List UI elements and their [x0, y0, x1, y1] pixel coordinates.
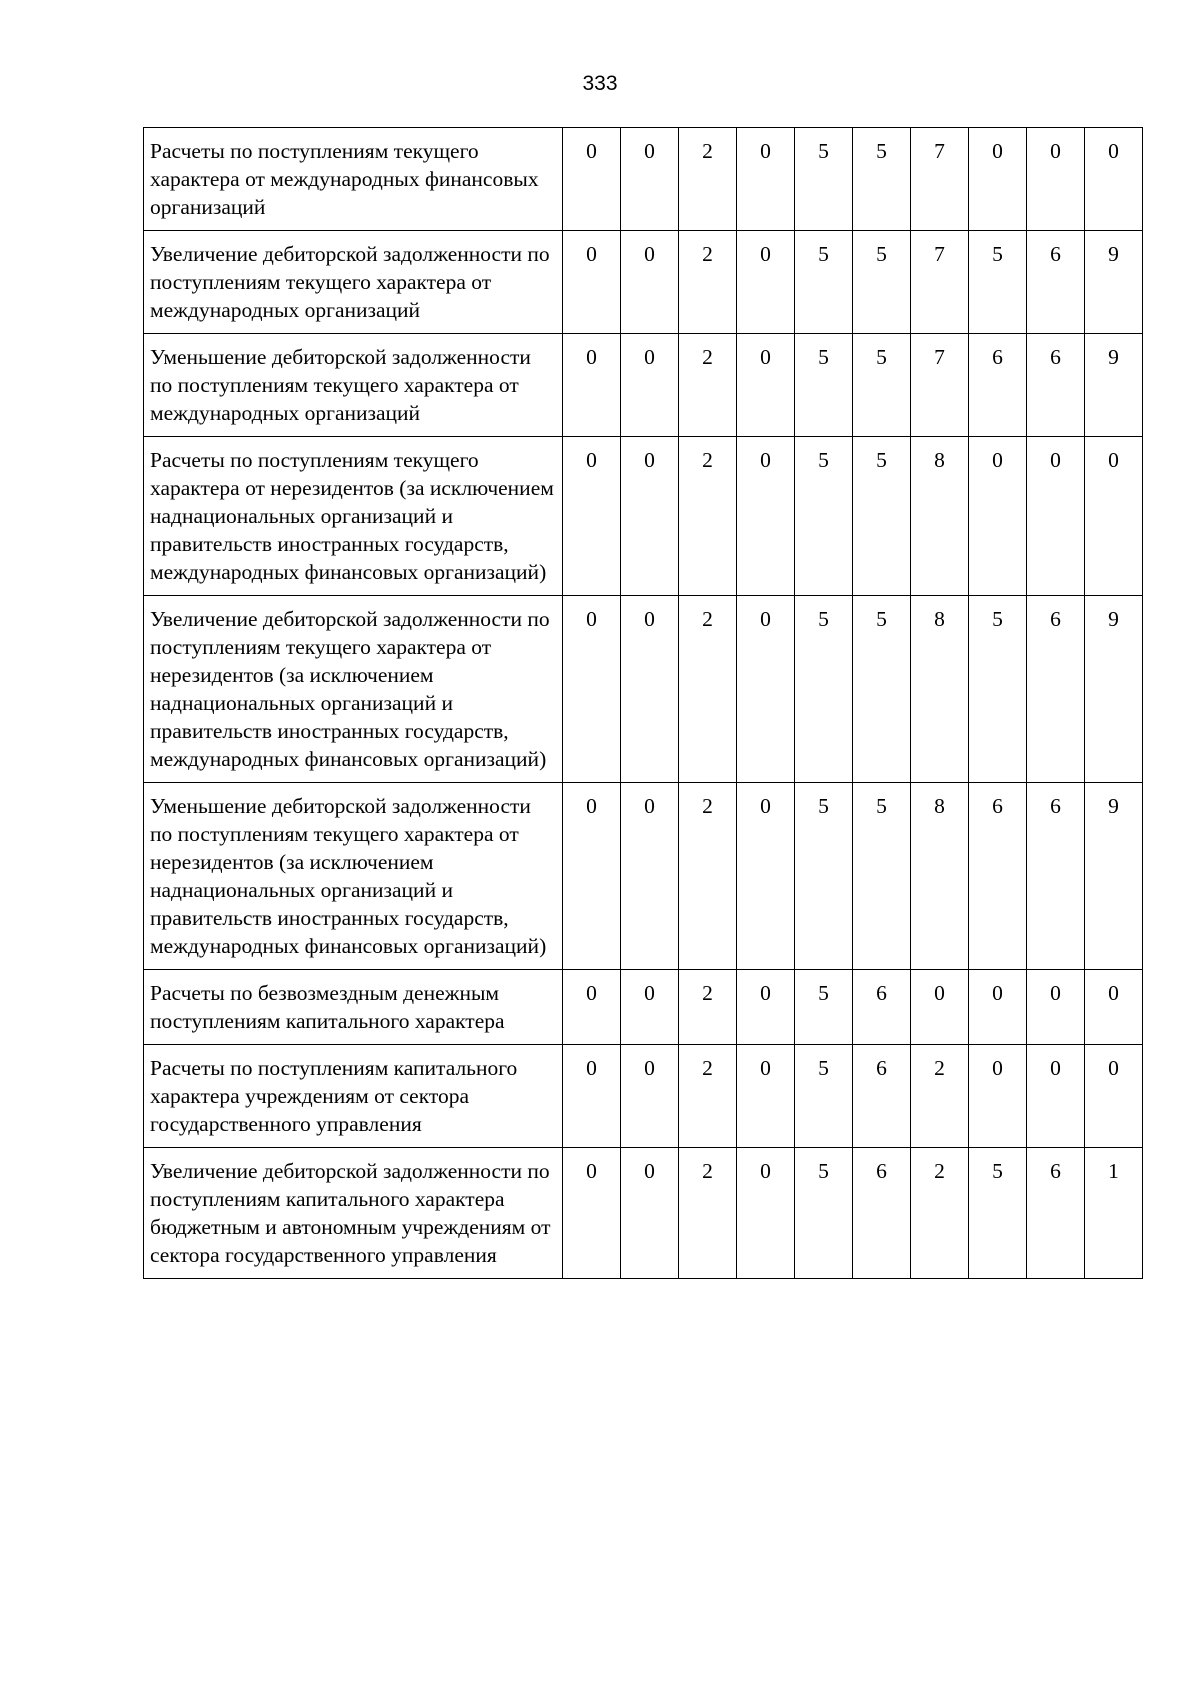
table-row	[144, 970, 1143, 1045]
code-digit-cell: 0	[563, 1045, 621, 1148]
code-digit-cell: 0	[1027, 128, 1085, 231]
code-digit-cell: 0	[621, 128, 679, 231]
table-row	[144, 596, 1143, 783]
row-description: Расчеты по безвозмездным денежным поступлениям капитального характера	[144, 970, 563, 1045]
code-digit-cell: 6	[1027, 783, 1085, 970]
code-digit-cell: 5	[969, 231, 1027, 334]
code-digit-cell: 5	[853, 596, 911, 783]
code-digit-cell: 0	[621, 1148, 679, 1279]
code-digit-cell: 6	[1027, 231, 1085, 334]
code-digit-cell: 0	[969, 437, 1027, 596]
code-digit-cell: 0	[563, 596, 621, 783]
code-digit-cell: 6	[1027, 596, 1085, 783]
table-row	[144, 128, 1143, 231]
code-digit-cell: 5	[795, 1045, 853, 1148]
code-digit-cell: 5	[795, 437, 853, 596]
code-digit-cell: 0	[1027, 437, 1085, 596]
code-digit-cell: 0	[969, 128, 1027, 231]
code-digit-cell: 0	[737, 783, 795, 970]
code-digit-cell: 6	[969, 334, 1027, 437]
code-digit-cell: 5	[795, 970, 853, 1045]
code-digit-cell: 2	[679, 334, 737, 437]
code-digit-cell: 0	[563, 437, 621, 596]
code-digit-cell: 0	[1085, 128, 1143, 231]
code-digit-cell: 0	[621, 1045, 679, 1148]
code-digit-cell: 9	[1085, 596, 1143, 783]
code-digit-cell: 0	[737, 596, 795, 783]
row-description: Уменьшение дебиторской задолженности по поступлениям текущего характера от международных организаций	[144, 334, 563, 437]
page-number: 333	[582, 72, 618, 95]
table-row	[144, 1148, 1143, 1279]
code-digit-cell: 0	[1027, 1045, 1085, 1148]
table-row	[144, 783, 1143, 970]
code-digit-cell: 0	[737, 1148, 795, 1279]
code-digit-cell: 8	[911, 437, 969, 596]
code-digit-cell: 0	[969, 970, 1027, 1045]
code-digit-cell: 7	[911, 334, 969, 437]
code-digit-cell: 8	[911, 783, 969, 970]
code-digit-cell: 9	[1085, 783, 1143, 970]
code-digit-cell: 5	[795, 783, 853, 970]
code-digit-cell: 0	[621, 596, 679, 783]
code-digit-cell: 2	[679, 231, 737, 334]
row-description: Увеличение дебиторской задолженности по поступлениям текущего характера от нерезидентов (за исключением наднациональных организаций и правительств иностранных государств, международных финансовых организаций)	[144, 596, 563, 783]
code-digit-cell: 8	[911, 596, 969, 783]
code-digit-cell: 0	[911, 970, 969, 1045]
code-digit-cell: 0	[563, 334, 621, 437]
code-digit-cell: 0	[1085, 437, 1143, 596]
table-body	[144, 128, 1143, 1279]
code-digit-cell: 5	[853, 783, 911, 970]
code-digit-cell: 5	[853, 231, 911, 334]
code-digit-cell: 6	[1027, 334, 1085, 437]
code-digit-cell: 6	[853, 970, 911, 1045]
code-digit-cell: 0	[1085, 1045, 1143, 1148]
code-digit-cell: 5	[853, 334, 911, 437]
code-digit-cell: 6	[1027, 1148, 1085, 1279]
code-digit-cell: 0	[621, 231, 679, 334]
code-digit-cell: 0	[621, 783, 679, 970]
account-codes-table	[143, 127, 1143, 1279]
code-digit-cell: 0	[737, 970, 795, 1045]
code-digit-cell: 2	[679, 596, 737, 783]
code-digit-cell: 5	[795, 231, 853, 334]
code-digit-cell: 2	[679, 1045, 737, 1148]
code-digit-cell: 9	[1085, 231, 1143, 334]
code-digit-cell: 5	[969, 1148, 1027, 1279]
code-digit-cell: 0	[563, 128, 621, 231]
code-digit-cell: 0	[737, 128, 795, 231]
code-digit-cell: 0	[737, 334, 795, 437]
table-row	[144, 334, 1143, 437]
code-digit-cell: 2	[679, 128, 737, 231]
code-digit-cell: 9	[1085, 334, 1143, 437]
code-digit-cell: 6	[853, 1045, 911, 1148]
code-digit-cell: 5	[795, 1148, 853, 1279]
code-digit-cell: 6	[969, 783, 1027, 970]
code-digit-cell: 6	[853, 1148, 911, 1279]
code-digit-cell: 0	[621, 970, 679, 1045]
code-digit-cell: 1	[1085, 1148, 1143, 1279]
code-digit-cell: 5	[795, 128, 853, 231]
code-digit-cell: 5	[853, 437, 911, 596]
table-row	[144, 231, 1143, 334]
row-description: Уменьшение дебиторской задолженности по поступлениям текущего характера от нерезидентов (за исключением наднациональных организаций и правительств иностранных государств, международных финансовых организаций)	[144, 783, 563, 970]
code-digit-cell: 2	[679, 1148, 737, 1279]
code-digit-cell: 5	[795, 334, 853, 437]
table-row	[144, 437, 1143, 596]
code-digit-cell: 0	[1027, 970, 1085, 1045]
code-digit-cell: 0	[1085, 970, 1143, 1045]
code-digit-cell: 0	[737, 437, 795, 596]
code-digit-cell: 7	[911, 231, 969, 334]
code-digit-cell: 0	[621, 334, 679, 437]
code-digit-cell: 2	[679, 970, 737, 1045]
code-digit-cell: 0	[621, 437, 679, 596]
code-digit-cell: 0	[563, 970, 621, 1045]
code-digit-cell: 0	[563, 1148, 621, 1279]
code-digit-cell: 0	[737, 1045, 795, 1148]
code-digit-cell: 5	[795, 596, 853, 783]
code-digit-cell: 5	[969, 596, 1027, 783]
code-digit-cell: 0	[563, 783, 621, 970]
code-digit-cell: 2	[679, 783, 737, 970]
code-digit-cell: 7	[911, 128, 969, 231]
code-digit-cell: 5	[853, 128, 911, 231]
table-row	[144, 1045, 1143, 1148]
row-description: Увеличение дебиторской задолженности по поступлениям текущего характера от международных организаций	[144, 231, 563, 334]
row-description: Расчеты по поступлениям текущего характера от международных финансовых организаций	[144, 128, 563, 231]
row-description: Расчеты по поступлениям капитального характера учреждениям от сектора государственного управления	[144, 1045, 563, 1148]
code-digit-cell: 2	[679, 437, 737, 596]
code-digit-cell: 0	[563, 231, 621, 334]
code-digit-cell: 2	[911, 1148, 969, 1279]
code-digit-cell: 0	[737, 231, 795, 334]
code-digit-cell: 2	[911, 1045, 969, 1148]
code-digit-cell: 0	[969, 1045, 1027, 1148]
row-description: Расчеты по поступлениям текущего характера от нерезидентов (за исключением наднациональных организаций и правительств иностранных государств, международных финансовых организаций)	[144, 437, 563, 596]
row-description: Увеличение дебиторской задолженности по поступлениям капитального характера бюджетным и автономным учреждениям от сектора государственного управления	[144, 1148, 563, 1279]
